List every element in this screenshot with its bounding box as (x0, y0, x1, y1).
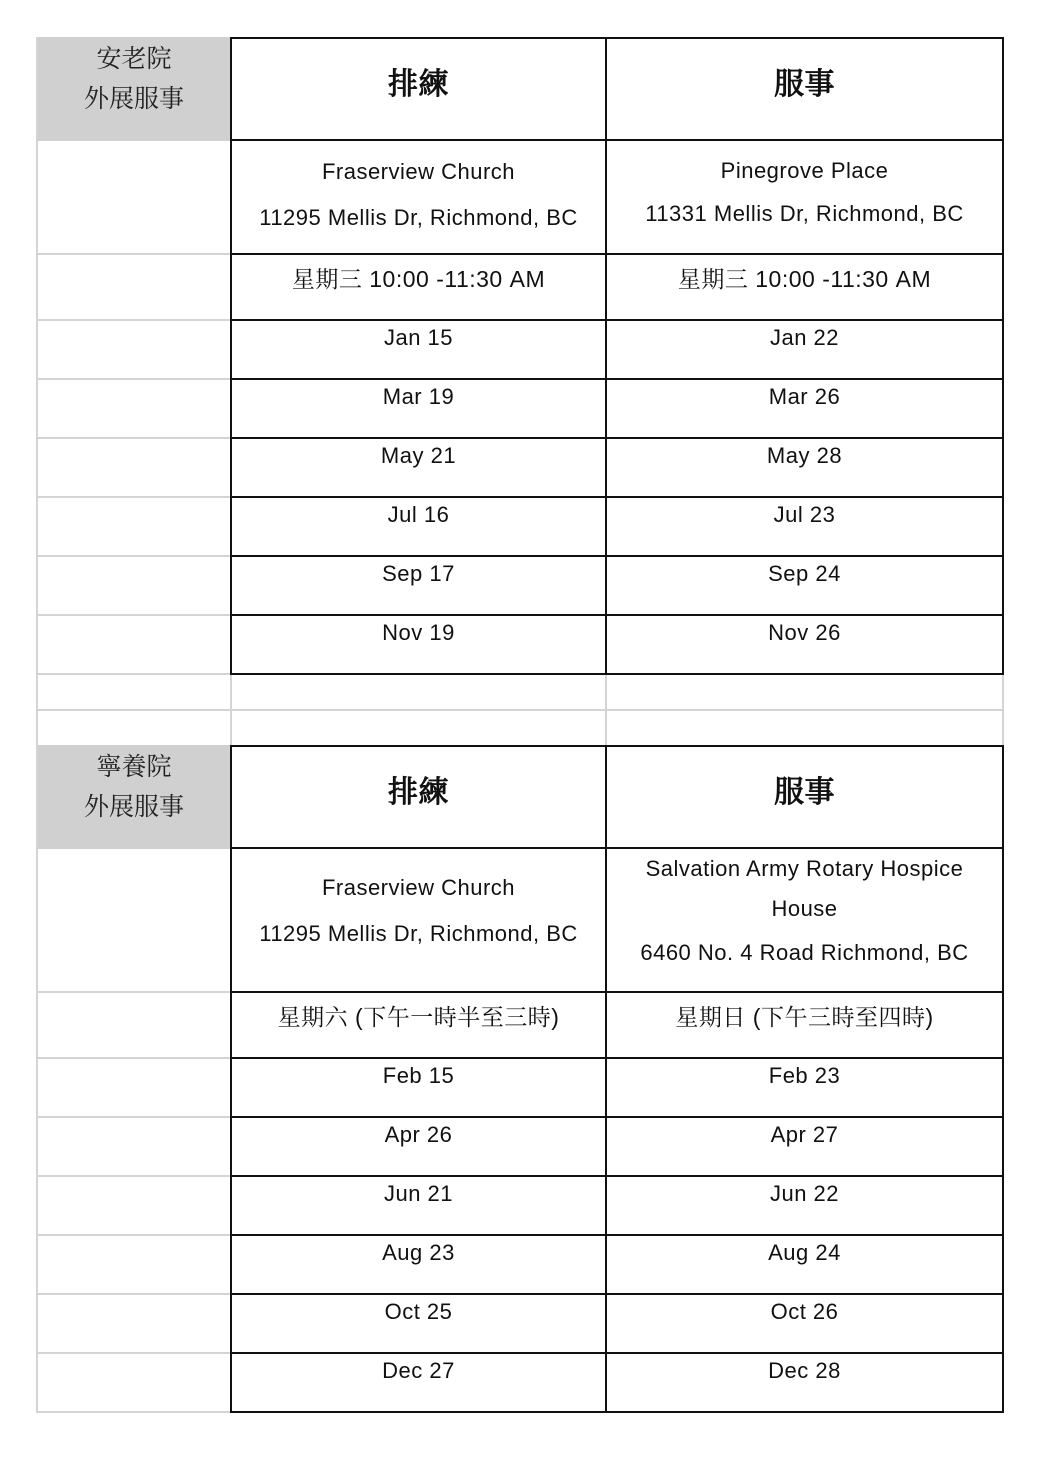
blank-cell (36, 498, 230, 557)
service-date: Mar 26 (605, 380, 1004, 439)
blank-cell (605, 711, 1004, 745)
service-date: Dec 28 (605, 1354, 1004, 1413)
section2-header-row (36, 745, 1004, 849)
section1-time-row (36, 255, 1004, 321)
rehearsal-date: Sep 17 (230, 557, 605, 616)
blank-cell (36, 711, 230, 745)
blank-cell (36, 1118, 230, 1177)
section2-service-header: 服事 (605, 745, 1004, 849)
section1-location-row (36, 141, 1004, 255)
section2-rehearsal-time: 星期六 (下午一時半至三時) (230, 993, 605, 1059)
service-date: Oct 26 (605, 1295, 1004, 1354)
date-row (36, 380, 1004, 439)
location-address: 11331 Mellis Dr, Richmond, BC (645, 201, 964, 226)
section2-location-row (36, 849, 1004, 993)
section1-rehearsal-location (230, 141, 605, 255)
blank-cell (230, 711, 605, 745)
service-date: Jun 22 (605, 1177, 1004, 1236)
section2-title-line1: 寧養院 (96, 752, 172, 781)
service-date: Jul 23 (605, 498, 1004, 557)
blank-cell (36, 321, 230, 380)
section2-service-time: 星期日 (下午三時至四時) (605, 993, 1004, 1059)
date-row (36, 557, 1004, 616)
blank-cell (36, 1177, 230, 1236)
spacer-row (36, 711, 1004, 745)
section2-rehearsal-header: 排練 (230, 745, 605, 849)
date-row (36, 1059, 1004, 1118)
blank-cell (36, 380, 230, 439)
blank-cell (36, 255, 230, 321)
blank-cell (605, 675, 1004, 711)
rehearsal-date: Dec 27 (230, 1354, 605, 1413)
date-row (36, 1354, 1004, 1413)
location-name: Fraserview Church (321, 159, 516, 184)
location-name-line2: House (771, 896, 838, 921)
service-date: May 28 (605, 439, 1004, 498)
rehearsal-date: Mar 19 (230, 380, 605, 439)
section2-title-line2: 外展服事 (83, 792, 184, 821)
location-address: 11295 Mellis Dr, Richmond, BC (259, 921, 578, 946)
location-address: 11295 Mellis Dr, Richmond, BC (259, 205, 578, 230)
service-date: Apr 27 (605, 1118, 1004, 1177)
section1-title (36, 37, 230, 141)
location-address: 6460 No. 4 Road Richmond, BC (640, 940, 969, 965)
location-name: Fraserview Church (321, 875, 516, 900)
date-row (36, 498, 1004, 557)
blank-cell (36, 141, 230, 255)
service-date: Jan 22 (605, 321, 1004, 380)
date-row (36, 1236, 1004, 1295)
date-row (36, 1295, 1004, 1354)
service-date: Sep 24 (605, 557, 1004, 616)
rehearsal-date: Jul 16 (230, 498, 605, 557)
section2-time-row (36, 993, 1004, 1059)
section2-service-location (605, 849, 1004, 993)
blank-cell (36, 1059, 230, 1118)
rehearsal-date: Nov 19 (230, 616, 605, 675)
section1-service-time: 星期三 10:00 -11:30 AM (605, 255, 1004, 321)
blank-cell (36, 557, 230, 616)
date-row (36, 616, 1004, 675)
date-row (36, 1177, 1004, 1236)
section1-title-line1: 安老院 (96, 44, 172, 73)
blank-cell (36, 849, 230, 993)
blank-cell (36, 675, 230, 711)
rehearsal-date: Feb 15 (230, 1059, 605, 1118)
blank-cell (36, 439, 230, 498)
rehearsal-date: Jan 15 (230, 321, 605, 380)
service-date: Feb 23 (605, 1059, 1004, 1118)
location-name: Pinegrove Place (720, 158, 889, 183)
service-date: Aug 24 (605, 1236, 1004, 1295)
date-row (36, 439, 1004, 498)
spacer-row (36, 675, 1004, 711)
blank-cell (36, 616, 230, 675)
section1-rehearsal-time: 星期三 10:00 -11:30 AM (230, 255, 605, 321)
section1-header-row (36, 37, 1004, 141)
rehearsal-date: Aug 23 (230, 1236, 605, 1295)
schedule-sheet (36, 37, 1004, 1413)
rehearsal-date: May 21 (230, 439, 605, 498)
rehearsal-date: Jun 21 (230, 1177, 605, 1236)
rehearsal-date: Apr 26 (230, 1118, 605, 1177)
section1-rehearsal-header: 排練 (230, 37, 605, 141)
service-date: Nov 26 (605, 616, 1004, 675)
blank-cell (36, 1354, 230, 1413)
section1-service-header: 服事 (605, 37, 1004, 141)
date-row (36, 1118, 1004, 1177)
section1-title-line2: 外展服事 (83, 84, 184, 113)
blank-cell (36, 1295, 230, 1354)
section1-service-location (605, 141, 1004, 255)
blank-cell (36, 1236, 230, 1295)
location-name-line1: Salvation Army Rotary Hospice (645, 856, 964, 881)
blank-cell (230, 675, 605, 711)
blank-cell (36, 993, 230, 1059)
date-row (36, 321, 1004, 380)
section2-title (36, 745, 230, 849)
rehearsal-date: Oct 25 (230, 1295, 605, 1354)
section2-rehearsal-location (230, 849, 605, 993)
